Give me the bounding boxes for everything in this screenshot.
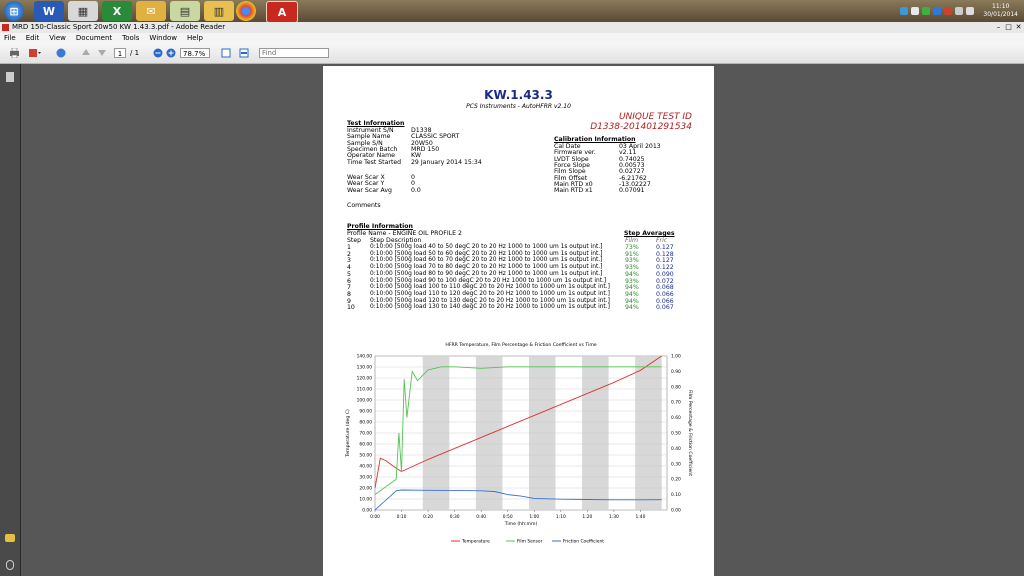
x-tick-label: 1:30 [608, 515, 619, 520]
report-subtitle: PCS Instruments - AutoHFRR v2.10 [466, 103, 571, 110]
step-description: 0:10:00 [500g load 50 to 60 degC 20 to 20 Hz 1000 to 1000 um 1s output int.] [370, 250, 603, 257]
step-column-header: Step [347, 237, 362, 244]
legend-label: Film Sensor [517, 539, 543, 545]
step-description: 0:10:00 [500g load 70 to 80 degC 20 to 20 Hz 1000 to 1000 um 1s output int.] [370, 264, 603, 271]
step-number: 6 [347, 277, 351, 285]
step-film: 93% [625, 264, 639, 272]
y-right-tick-label: 1.00 [671, 354, 681, 360]
x-tick-label: 0:00 [370, 515, 380, 520]
y-left-tick-label: 20.00 [359, 486, 372, 492]
x-tick-label: 0:40 [476, 515, 487, 520]
step-film: 73% [625, 244, 639, 251]
adobe-reader-icon[interactable]: A [266, 1, 298, 23]
app-icon [2, 24, 9, 31]
attachment-icon[interactable] [6, 560, 14, 570]
chart-title: HFRR Temperature, Film Percentage & Friction Coefficient vs Time [445, 343, 597, 348]
step-film: 93% [625, 257, 639, 265]
test-info-label: Sample Name [347, 133, 391, 141]
maximize-icon[interactable]: □ [1005, 23, 1012, 31]
system-tray [900, 0, 1024, 22]
x-tick-label: 1:20 [582, 515, 593, 520]
calibration-value: -6.21762 [619, 174, 647, 182]
next-page-icon[interactable] [96, 47, 108, 59]
tray-icon[interactable] [922, 7, 930, 15]
calibration-value: 0.07091 [619, 187, 645, 195]
comments-label: Comments [347, 202, 381, 209]
step-film: 94% [625, 270, 639, 278]
y-right-tick-label: 0.60 [671, 416, 681, 422]
calibration-label: Firmware ver. [554, 149, 596, 157]
fit-page-icon[interactable] [220, 47, 232, 59]
y-left-tick-label: 140.00 [356, 354, 372, 360]
clock-time: 11:10 [992, 3, 1010, 10]
calibration-label: Film Slope [554, 168, 586, 176]
calibration-value: 0.00573 [619, 161, 645, 169]
report-title: KW.1.43.3 [484, 88, 553, 102]
y-left-tick-label: 100.00 [356, 398, 372, 404]
hfrr-chart [323, 66, 714, 576]
calibration-label: Main RTD x1 [554, 187, 593, 195]
test-info-heading: Test Information [347, 120, 405, 127]
y-left-tick-label: 80.00 [359, 420, 372, 426]
share-icon[interactable] [27, 47, 43, 59]
menu-file[interactable]: File [4, 34, 16, 42]
x-tick-label: 0:20 [423, 515, 434, 520]
wear-scar-value: 0.0 [411, 186, 421, 194]
mail-icon[interactable]: ✉ [136, 1, 166, 21]
test-info-value: 20W50 [411, 139, 433, 147]
step-fric: 0.066 [656, 290, 674, 298]
wear-scar-value: 0 [411, 174, 415, 181]
step-description: 0:10:00 [500g load 40 to 50 degC 20 to 20 Hz 1000 to 1000 um 1s output int.] [370, 244, 603, 250]
step-description: 0:10:00 [500g load 90 to 100 degC 20 to 20 Hz 1000 to 1000 um 1s output int.] [370, 277, 607, 284]
menu-document[interactable]: Document [75, 34, 113, 42]
volume-icon[interactable] [966, 7, 974, 15]
chrome-icon[interactable] [236, 1, 256, 21]
y-left-tick-label: 50.00 [359, 453, 372, 459]
zoom-out-icon[interactable] [152, 47, 164, 59]
step-description: 0:10:00 [500g load 100 to 110 degC 20 to 20 Hz 1000 to 1000 um 1s output int.] [370, 284, 610, 291]
calibration-value: 0.02727 [619, 168, 645, 176]
x-tick-label: 1:10 [555, 515, 566, 520]
y-right-axis-label: Film Percentage & Friction Coefficient [687, 389, 692, 477]
legend-label: Temperature [462, 539, 490, 545]
pdf-page [323, 66, 714, 576]
menu-bar [0, 33, 1024, 43]
calibration-label: Main RTD x0 [554, 180, 593, 188]
network-icon[interactable] [955, 7, 963, 15]
x-axis-label: Time (hh:mm) [504, 522, 538, 527]
test-info-label: Specimen Batch [347, 145, 398, 153]
y-left-tick-label: 60.00 [359, 442, 372, 448]
step-fric: 0.067 [656, 304, 674, 312]
start-button[interactable]: ⊞ [4, 1, 24, 21]
window-title: MRD 150-Classic Sport 20w50 KW 1.43.3.pdf - Adobe Reader [12, 23, 226, 31]
test-info-label: Time Test Started [347, 158, 402, 166]
y-right-tick-label: 0.70 [671, 400, 681, 406]
test-info-value: CLASSIC SPORT [411, 133, 460, 141]
y-left-tick-label: 40.00 [359, 464, 372, 470]
x-tick-label: 0:30 [449, 515, 460, 520]
close-icon[interactable]: ✕ [1015, 23, 1022, 31]
profile-heading: Profile Information [347, 223, 413, 230]
menu-tools[interactable]: Tools [122, 34, 140, 42]
taskbar [0, 0, 1024, 22]
calibration-label: Force Slope [554, 161, 590, 169]
legend-label: Friction Coefficient [563, 539, 604, 545]
left-navigation-pane [0, 64, 21, 576]
unique-id-value: D1338-201401291534 [590, 122, 692, 132]
y-right-tick-label: 0.80 [671, 385, 681, 391]
step-number: 9 [347, 297, 351, 305]
calibration-label: Cal Date [554, 143, 581, 150]
calibration-value: -13.02227 [619, 180, 651, 188]
folder-icon[interactable]: ▥ [204, 1, 234, 21]
step-number: 4 [347, 264, 351, 272]
chart-app-icon[interactable]: ▦ [68, 1, 98, 21]
clock[interactable] [983, 3, 1018, 19]
test-info-value: KW [411, 152, 421, 160]
test-info-label: Sample S/N [347, 139, 383, 147]
x-tick-label: 1:00 [529, 515, 540, 520]
test-info-value: 29 January 2014 15:34 [411, 158, 482, 166]
toolbar [0, 43, 1024, 64]
page-total: / 1 [130, 49, 140, 57]
menu-window[interactable]: Window [149, 34, 178, 42]
word-icon[interactable]: W [34, 1, 64, 21]
y-left-tick-label: 0.00 [362, 508, 372, 514]
step-number: 7 [347, 284, 351, 292]
prev-page-icon[interactable] [80, 47, 92, 59]
calibration-value: 03 April 2013 [619, 143, 661, 150]
step-number: 1 [347, 244, 351, 251]
wear-scar-label: Wear Scar Avg [347, 186, 392, 194]
tray-icon[interactable] [911, 7, 919, 15]
step-film: 94% [625, 290, 639, 298]
step-fric: 0.068 [656, 284, 674, 292]
step-number: 2 [347, 250, 351, 258]
y-right-tick-label: 0.40 [671, 446, 681, 452]
menu-view[interactable]: View [49, 34, 66, 42]
profile-name: Profile Name - ENGINE OIL PROFILE 2 [347, 230, 462, 237]
step-film: 94% [625, 304, 639, 312]
excel-icon[interactable]: X [102, 1, 132, 21]
tray-icon[interactable] [933, 7, 941, 15]
y-right-tick-label: 0.50 [671, 431, 681, 437]
step-number: 8 [347, 290, 351, 298]
step-fric: 0.072 [656, 277, 674, 285]
step-number: 10 [347, 304, 355, 312]
step-film: 93% [625, 277, 639, 285]
calibration-label: Film Offset [554, 174, 588, 182]
calibration-value: v2.11 [619, 149, 637, 157]
notes-icon[interactable]: ▤ [170, 1, 200, 21]
step-fric: 0.128 [656, 250, 674, 258]
tray-icon[interactable] [900, 7, 908, 15]
y-right-tick-label: 0.10 [671, 493, 681, 499]
test-info-value: D1338 [411, 127, 432, 134]
x-tick-label: 0:50 [502, 515, 513, 520]
pages-panel-icon[interactable] [6, 72, 14, 82]
x-tick-label: 0:10 [396, 515, 407, 520]
menu-edit[interactable]: Edit [25, 34, 40, 42]
create-pdf-icon[interactable] [54, 47, 68, 59]
step-averages-heading: Step Averages [624, 230, 675, 237]
step-number: 3 [347, 257, 351, 265]
step-description: 0:10:00 [500g load 120 to 130 degC 20 to 20 Hz 1000 to 1000 um 1s output int.] [370, 297, 610, 304]
comment-icon[interactable] [5, 534, 15, 542]
tray-icon[interactable] [944, 7, 952, 15]
fric-column-header: Fric [656, 237, 668, 244]
y-left-tick-label: 110.00 [356, 387, 372, 393]
wear-scar-label: Wear Scar Y [347, 180, 385, 188]
clock-date: 30/01/2014 [983, 11, 1018, 18]
calibration-label: LVDT Slope [554, 155, 589, 163]
page-number-input[interactable]: 1 [114, 48, 126, 58]
zoom-in-icon[interactable] [165, 47, 177, 59]
y-left-tick-label: 90.00 [359, 409, 372, 415]
step-film: 94% [625, 284, 639, 292]
step-film: 91% [625, 250, 639, 258]
menu-help[interactable]: Help [187, 34, 203, 42]
find-input[interactable] [259, 48, 329, 58]
calibration-heading: Calibration Information [554, 136, 636, 143]
y-right-tick-label: 0.20 [671, 477, 681, 483]
x-tick-label: 1:40 [635, 515, 646, 520]
step-fric: 0.127 [656, 257, 674, 265]
y-left-axis-label: Temperature (deg C) [346, 409, 351, 457]
y-right-tick-label: 0.00 [671, 508, 681, 514]
zoom-select[interactable]: 78.7% [180, 48, 210, 58]
test-info-label: Operator Name [347, 152, 395, 160]
y-left-tick-label: 120.00 [356, 376, 372, 382]
step-film: 94% [625, 297, 639, 305]
test-info-label: Instrument S/N [347, 127, 394, 134]
unique-id-label: UNIQUE TEST ID [618, 112, 692, 122]
wear-scar-value: 0 [411, 180, 415, 188]
y-right-tick-label: 0.30 [671, 462, 681, 468]
minimize-icon[interactable]: – [996, 23, 1001, 31]
y-right-tick-label: 0.90 [671, 369, 681, 375]
step-number: 5 [347, 270, 351, 278]
step-fric: 0.090 [656, 270, 674, 278]
calibration-value: 0.74025 [619, 155, 645, 163]
y-left-tick-label: 10.00 [359, 497, 372, 503]
step-description: 0:10:00 [500g load 80 to 90 degC 20 to 20 Hz 1000 to 1000 um 1s output int.] [370, 270, 603, 277]
wear-scar-label: Wear Scar X [347, 174, 385, 181]
y-left-tick-label: 130.00 [356, 365, 372, 371]
step-fric: 0.127 [656, 244, 674, 251]
step-description: 0:10:00 [500g load 130 to 140 degC 20 to 20 Hz 1000 to 1000 um 1s output int.] [370, 304, 610, 311]
step-fric: 0.122 [656, 264, 674, 272]
y-left-tick-label: 30.00 [359, 475, 372, 481]
film-column-header: Film [625, 237, 639, 244]
y-left-tick-label: 70.00 [359, 431, 372, 437]
test-info-value: MRD 150 [411, 145, 440, 153]
step-description: 0:10:00 [500g load 60 to 70 degC 20 to 20 Hz 1000 to 1000 um 1s output int.] [370, 257, 603, 264]
fit-width-icon[interactable] [238, 47, 250, 59]
description-column-header: Step Description [370, 237, 422, 244]
print-icon[interactable] [8, 47, 20, 59]
step-description: 0:10:00 [500g load 110 to 120 degC 20 to 20 Hz 1000 to 1000 um 1s output int.] [370, 290, 610, 297]
step-fric: 0.066 [656, 297, 674, 305]
